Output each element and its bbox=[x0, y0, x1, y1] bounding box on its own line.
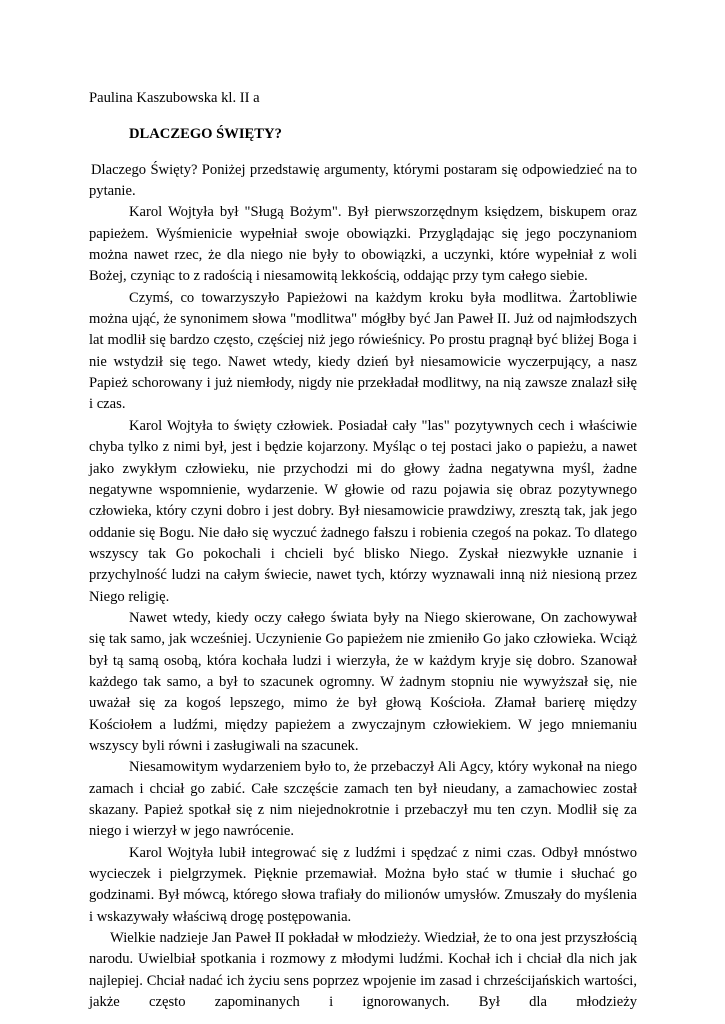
body-paragraph-6: Karol Wojtyła lubił integrować się z ludźmi i spędzać z nimi czas. Odbył mnóstwo wycieczek i pielgrzymek. Pięknie przemawiał. Można było stać w tłumie i słuchać go godzinami. Był mówcą, którego słowa trafiały do milionów umysłów. Zmuszały do myślenia i wskazywały właściwą drogę postępowania. bbox=[89, 844, 637, 925]
body-paragraph-5: Niesamowitym wydarzeniem było to, że przebaczył Ali Agcy, który wykonał na niego zamach i chciał go zabić. Całe szczęście zamach ten był nieudany, a zamachowiec został skazany. Papież spotkał się z nim niejednokrotnie i przebaczył mu ten czyn. Modlił się za niego i wierzył w jego nawrócenie. bbox=[89, 759, 637, 840]
author-line: Paulina Kaszubowska kl. II a bbox=[89, 90, 260, 106]
body-paragraph-4: Nawet wtedy, kiedy oczy całego świata były na Niego skierowane, On zachowywał się tak samo, jak wcześniej. Uczynienie Go papieżem nie zmieniło Go jako człowieka. Wciąż był tą samą osobą, która kochała ludzi i wierzyła, że w każdym kryje się dobro. Szanował każdego tak samo, a był to szacunek ogromny. W żadnym stopniu nie wywyższał się, nie uważał się za kogoś lepszego, mimo że był głową Kościoła. Złamał barierę między Kościołem a ludźmi, między papieżem a zwyczajnym człowiekiem. W jego mniemaniu wszyscy byli równi i zasługiwali na szacunek. bbox=[89, 609, 637, 754]
body-paragraph-1: Karol Wojtyła był "Sługą Bożym". Był pierwszorzędnym księdzem, biskupem oraz papieżem. Wyśmienicie wypełniał swoje obowiązki. Przyglądając się jego poczynaniom można nawet rzec, że dla niego nie były to obowiązki, a uczynki, które wypełniał z woli Bożej, czyniąc to z radością i niesamowitą lekkością, oddając przy tym całego siebie. bbox=[89, 204, 637, 285]
body-paragraph-3: Karol Wojtyła to święty człowiek. Posiadał cały "las" pozytywnych cech i właściwie chyba tylko z nimi był, jest i będzie kojarzony. Myśląc o tej postaci jako o papieżu, a nawet jako zwykłym człowieku, nie przychodzi mi do głowy żadna negatywna myśl, żadne negatywne wspomnienie, wydarzenie. W głowie od razu pojawia się obraz pozytywnego człowieka, który czyni dobro i jest dobry. Był niesamowicie prawdziwy, zresztą tak, jak jego oddanie się Bogu. Nie dało się wyczuć żadnego fałszu i robienia czegoś na pokaz. To dlatego wszyscy tak Go pokochali i chcieli być blisko Niego. Zyskał niezwykłe uznanie i przychylność ludzi na całym świecie, nawet tych, którzy wyznawali inną niż niesioną przez Niego religię. bbox=[89, 417, 637, 605]
body-paragraph-2: Czymś, co towarzyszyło Papieżowi na każdym kroku była modlitwa. Żartobliwie można ująć, że synonimem słowa "modlitwa" mógłby być Jan Paweł II. Już od najmłodszych lat modlił się bardzo często, częściej niż jego rówieśnicy. Po prostu pragnął być bliżej Boga i nie wstydził się tego. Nawet wtedy, kiedy dzień był niesamowicie wyczerpujący, a nasz Papież schorowany i już niemłody, nigdy nie przekładał modlitwy, na nią zawsze znalazł siłę i czas. bbox=[89, 289, 637, 413]
intro-paragraph: Dlaczego Święty? Poniżej przedstawię argumenty, którymi postaram się odpowiedzieć na to pytanie. bbox=[89, 161, 637, 200]
document-body bbox=[89, 88, 637, 1013]
essay-title: DLACZEGO ŚWIĘTY? bbox=[129, 126, 282, 143]
body-paragraph-7: Wielkie nadzieje Jan Paweł II pokładał w młodzieży. Wiedział, że to ona jest przyszłością narodu. Uwielbiał spotkania i rozmowy z młodymi ludźmi. Kochał ich i chciał dla nich jak najlepiej. Chciał nadać ich życiu sens poprzez wpojenie im zasad i chrześcijańskich wartości, jakże często zapominanych i ignorowanych. Był dla młodzieży bbox=[89, 930, 637, 1011]
